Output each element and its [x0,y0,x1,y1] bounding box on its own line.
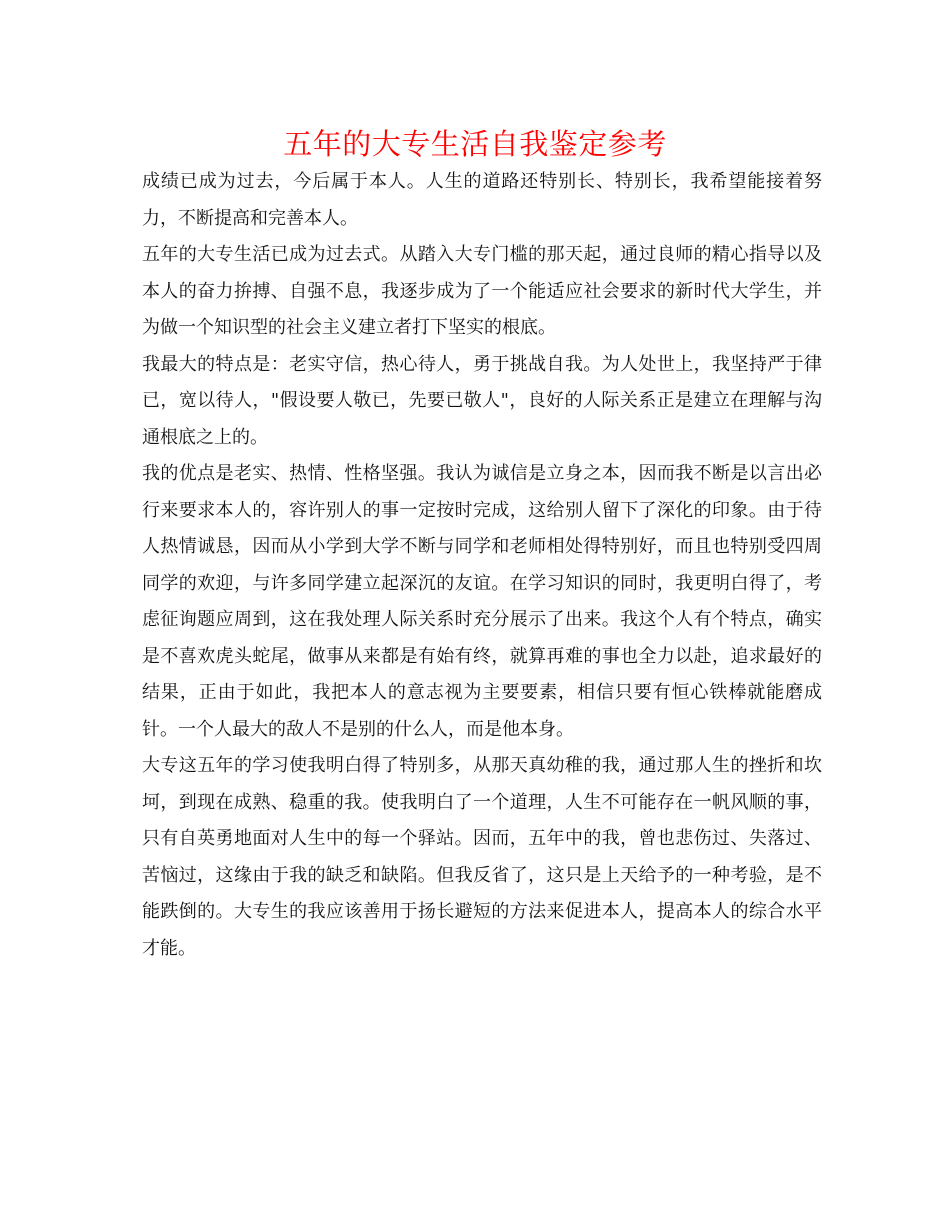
paragraph: 成绩已成为过去，今后属于本人。人生的道路还特别长、特别长，我希望能接着努力，不断提高和完善本人。 [142,171,822,229]
paragraph: 我最大的特点是：老实守信，热心待人，勇于挑战自我。为人处世上，我坚持严于律已，宽以待人，"假设要人敬已，先要已敬人"，良好的人际关系正是建立在理解与沟通根底之上的。 [142,353,822,448]
paragraph: 五年的大专生活已成为过去式。从踏入大专门槛的那天起，通过良师的精心指导以及本人的奋力拚搏、自强不息，我逐步成为了一个能适应社会要求的新时代大学生，并为做一个知识型的社会主义建立者打下坚实的根底。 [142,244,822,338]
paragraph: 我的优点是老实、热情、性格坚强。我认为诚信是立身之本，因而我不断是以言出必行来要求本人的，容许别人的事一定按时完成，这给别人留下了深化的印象。由于待人热情诚恳，因而从小学到大学不断与同学和老师相处得特别好，而且也特别受四周同学的欢迎，与许多同学建立起深沉的友谊。在学习知识的同时，我更明白得了，考虑征询题应周到，这在我处理人际关系时充分展示了出来。我这个人有个特点，确实是不喜欢虎头蛇尾，做事从来都是有始有终，就算再难的事也全力以赴，追求最好的结果，正由于如此，我把本人的意志视为主要要素，相信只要有恒心铁棒就能磨成针。一个人最大的敌人不是别的什么人，而是他本身。 [142,463,822,740]
document-body [142,164,822,967]
document-title: 五年的大专生活自我鉴定参考 [283,127,667,161]
paragraph: 大专这五年的学习使我明白得了特别多，从那天真幼稚的我，通过那人生的挫折和坎坷，到现在成熟、稳重的我。使我明白了一个道理，人生不可能存在一帆风顺的事，只有自英勇地面对人生中的每一个驿站。因而，五年中的我，曾也悲伤过、失落过、苦恼过，这缘由于我的缺乏和缺陷。但我反省了，这只是上天给予的一种考验，是不能跌倒的。大专生的我应该善用于扬长避短的方法来促进本人，提高本人的综合水平才能。 [142,755,822,959]
